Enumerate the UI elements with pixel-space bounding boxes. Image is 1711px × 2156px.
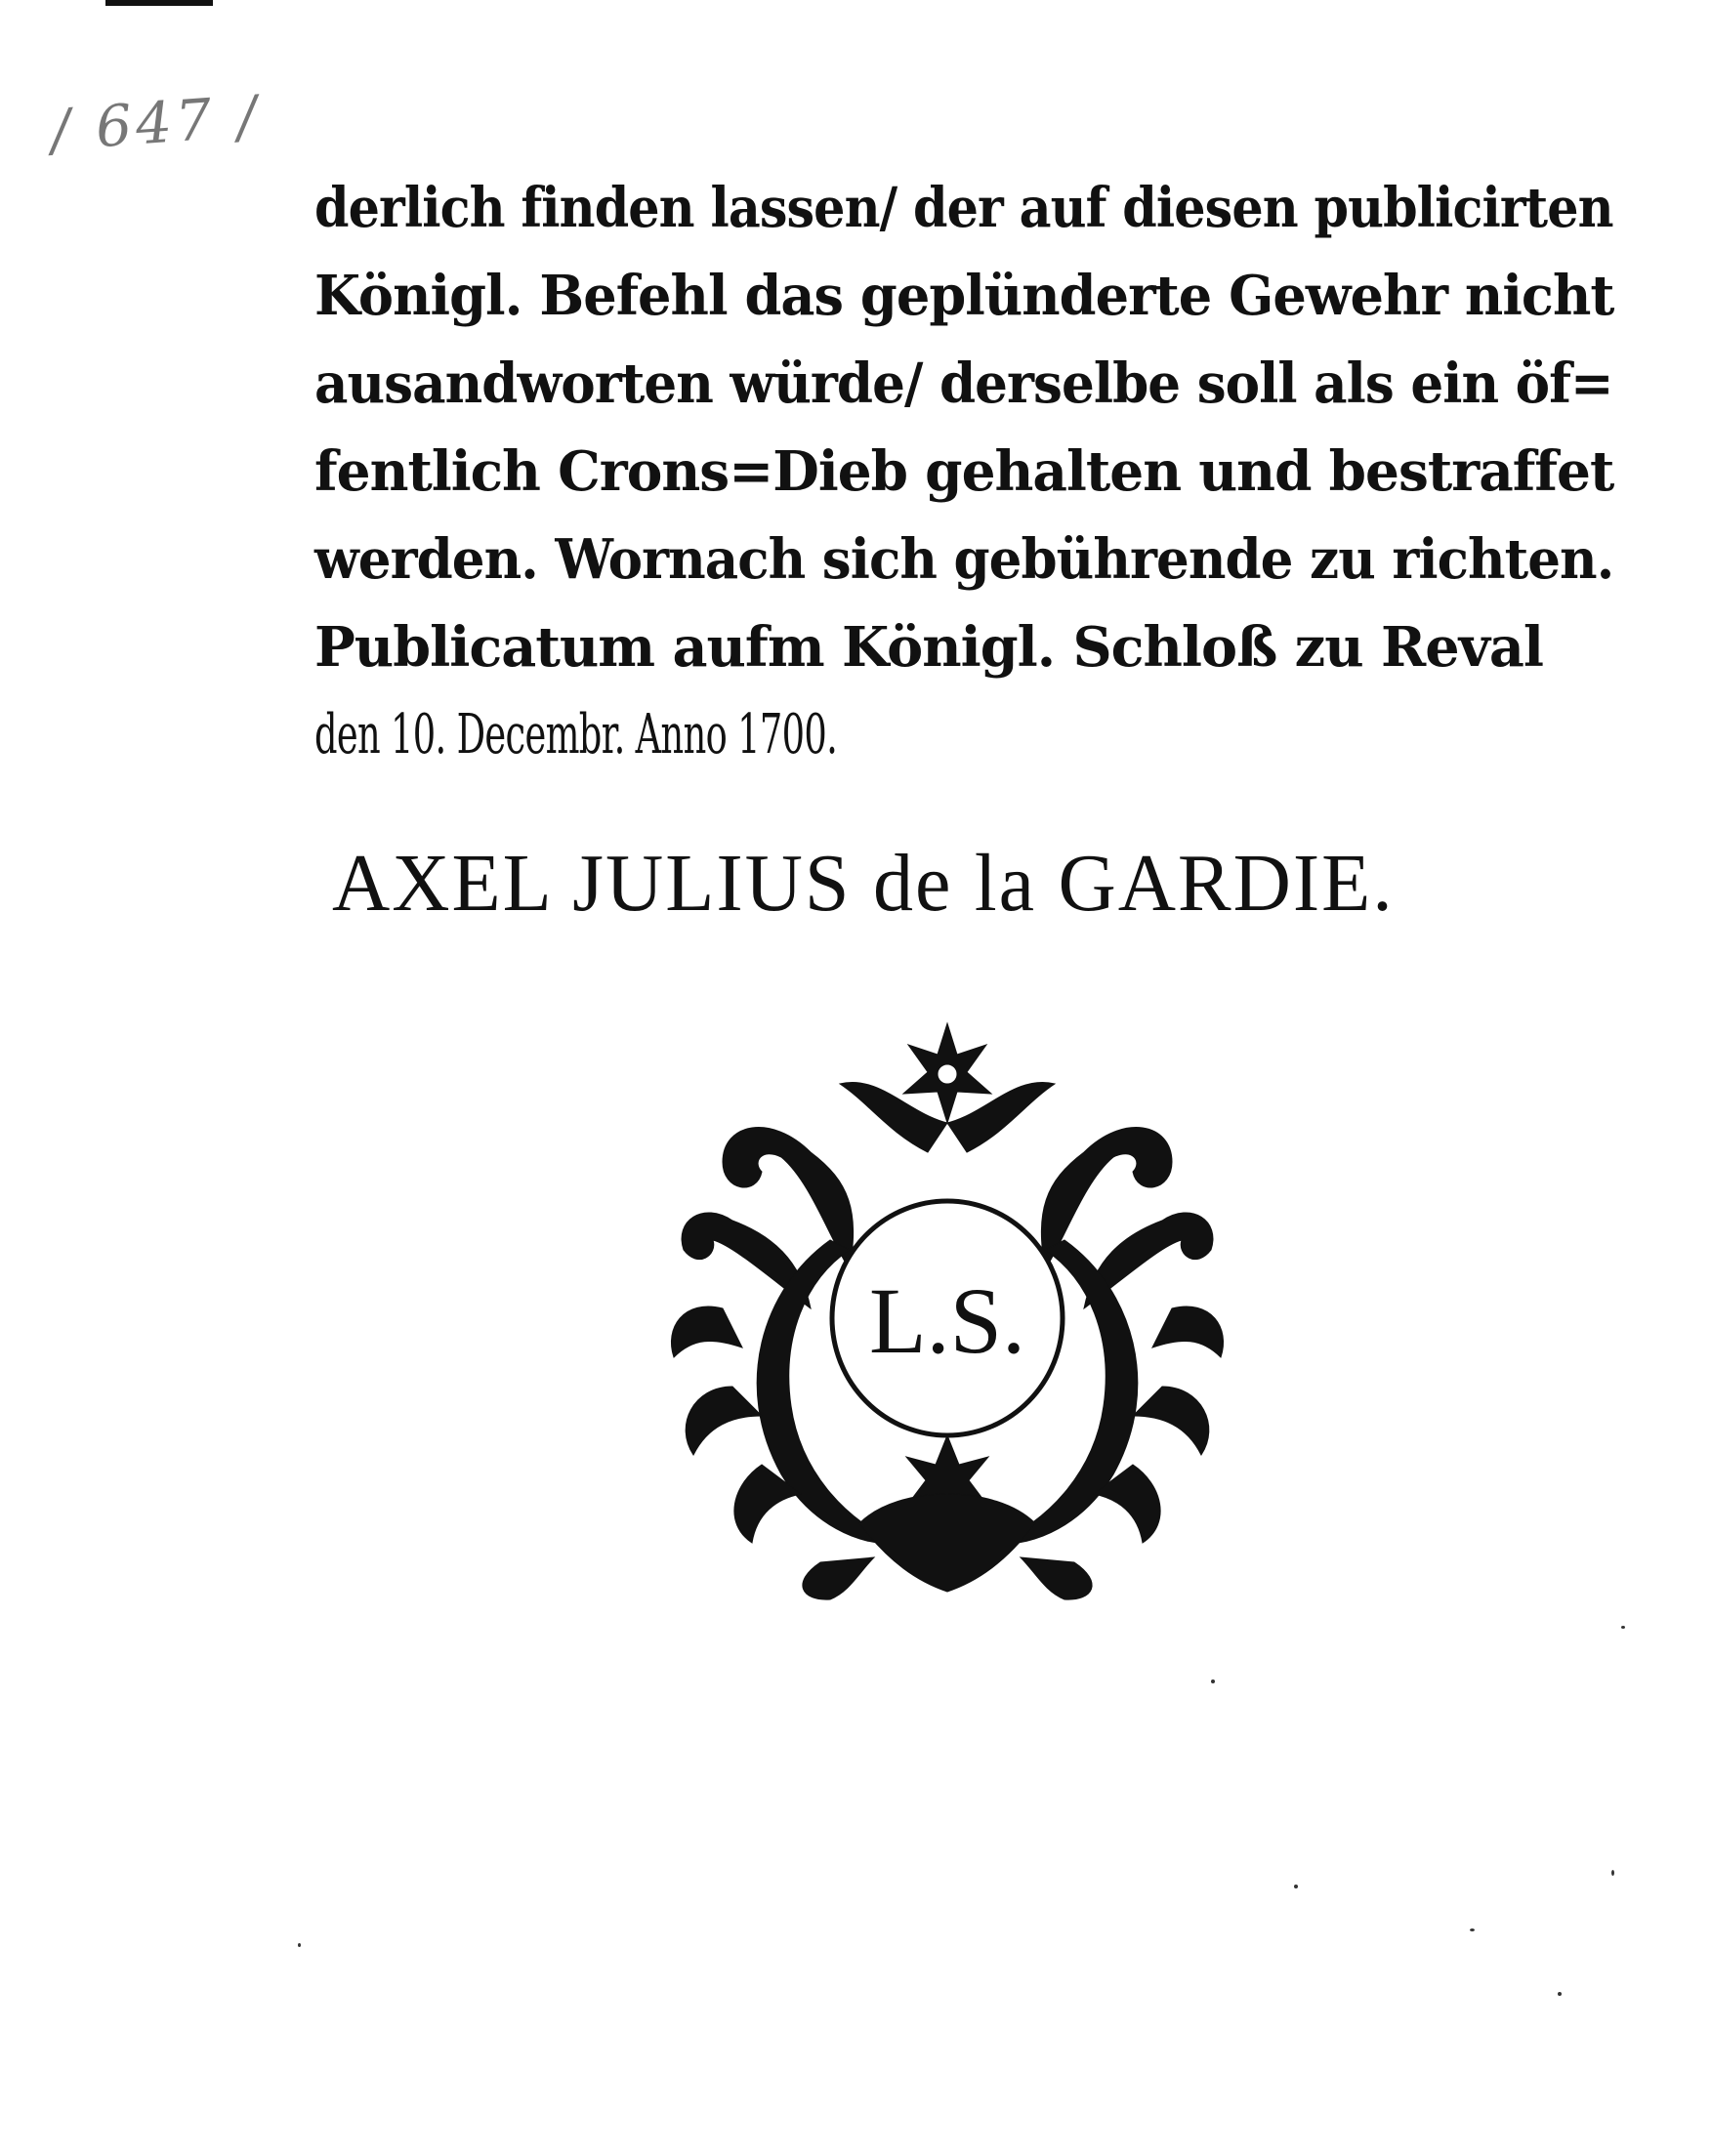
wreath-seal xyxy=(664,1016,1231,1601)
print-speck xyxy=(1470,1928,1475,1931)
proclamation-body xyxy=(314,164,1623,779)
print-speck xyxy=(1558,1992,1562,1996)
body-line-5: werden. Wornach sich gebührende zu richten. xyxy=(314,527,1614,592)
body-line-6: Publicatum aufm Königl. Schloß zu Reval xyxy=(314,615,1544,680)
print-speck xyxy=(1294,1885,1298,1888)
print-speck xyxy=(298,1943,301,1947)
body-line-7-date: den 10. Decembr. Anno 1700. xyxy=(314,703,838,767)
handwritten-archive-number: / 647 / xyxy=(48,82,263,164)
body-line-1: derlich finden lassen/ der auf diesen publicirten xyxy=(314,176,1613,240)
print-speck xyxy=(1621,1626,1625,1629)
print-speck xyxy=(1211,1679,1215,1683)
body-line-3: ausandworten würde/ derselbe soll als ein öf= xyxy=(314,352,1613,416)
floral-wreath-seal-icon xyxy=(664,1016,1231,1601)
signatory-name: AXEL JULIUS de la GARDIE. xyxy=(332,838,1395,929)
seal-monogram: L.S. xyxy=(868,1268,1026,1373)
print-speck xyxy=(1611,1870,1614,1876)
body-line-4: fentlich Crons=Dieb gehalten und bestraffet xyxy=(314,439,1614,504)
body-line-2: Königl. Befehl das geplünderte Gewehr nicht xyxy=(314,264,1614,328)
top-rule-mark xyxy=(105,0,213,6)
